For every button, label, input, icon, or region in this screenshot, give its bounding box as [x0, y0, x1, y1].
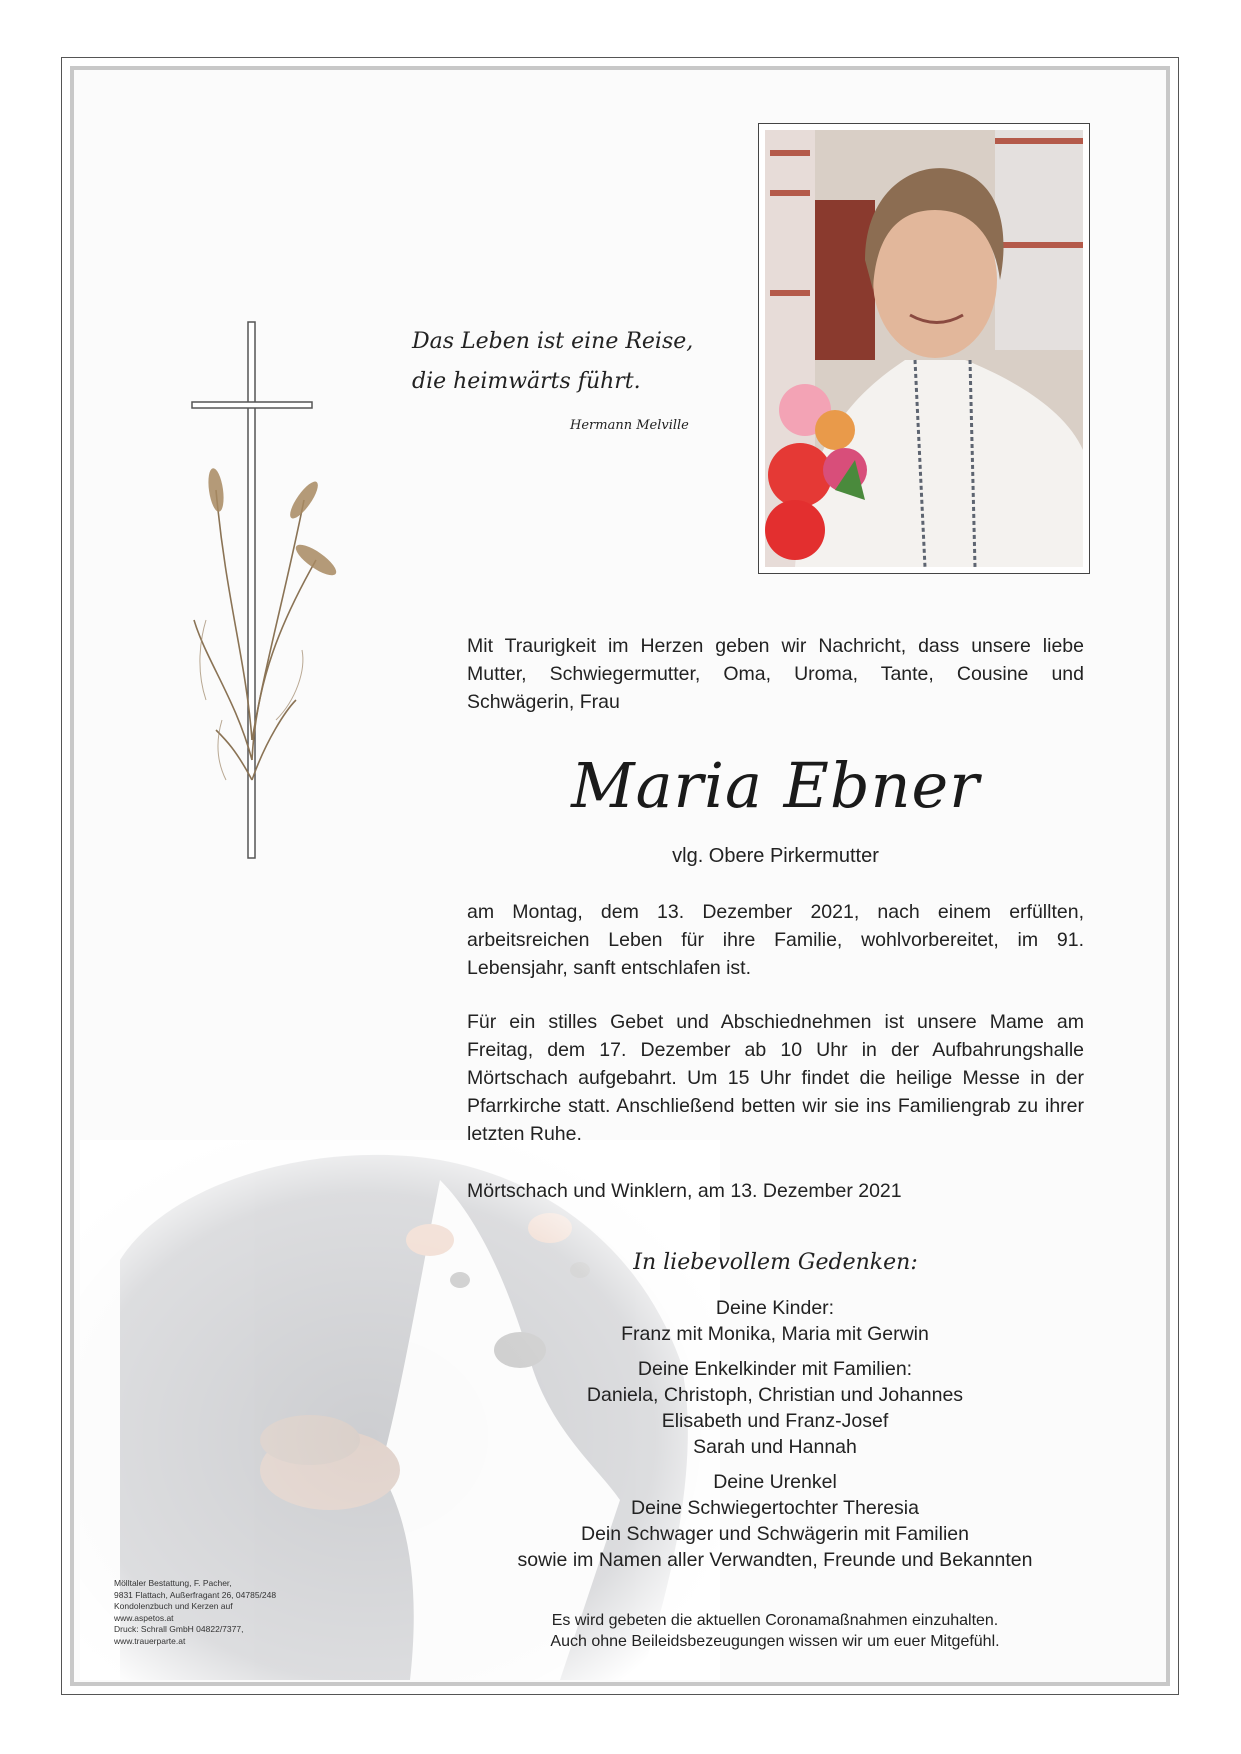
kinder-names: Franz mit Monika, Maria mit Gerwin: [621, 1323, 929, 1345]
mourners-others: [470, 1469, 1080, 1573]
ceremony-text: Für ein stilles Gebet und Abschiednehmen ist unsere Mame am Freitag, dem 17. Dezember ab 10 Uhr in der Aufbahrungshalle Mörtschach aufgebahrt. Um 15 Uhr findet die heilige Messe in der Pfarrkirche statt. Anschließend betten wir sie ins Familiengrab zu ihrer letzten Ruhe.: [467, 1011, 1084, 1145]
imprint-line: Kondolenzbuch und Kerzen auf: [114, 1601, 233, 1611]
footer-line-2: Auch ohne Beileidsbezeugungen wissen wir um euer Mitgefühl.: [550, 1633, 1000, 1650]
death-text: am Montag, dem 13. Dezember 2021, nach einem erfüllten, arbeitsreichen Leben für ihre Familie, wohlvorbereitet, im 91. Lebensjahr, sanft entschlafen ist.: [467, 901, 1084, 979]
mourners-enkel: [470, 1356, 1080, 1460]
enkel-names-3: Sarah und Hannah: [693, 1436, 857, 1458]
place-date: Mörtschach und Winklern, am 13. Dezember 2021: [467, 1180, 902, 1202]
deceased-alias: vlg. Obere Pirkermutter: [672, 845, 879, 867]
schwiegertochter: Deine Schwiegertochter Theresia: [631, 1497, 919, 1519]
quote-author: Hermann Melville: [570, 418, 689, 433]
enkel-names-1: Daniela, Christoph, Christian und Johannes: [586, 1384, 964, 1406]
kinder-title: Deine Kinder:: [715, 1297, 835, 1319]
gedenken-heading: In liebevollem Gedenken:: [633, 1250, 918, 1275]
quote-line-1: Das Leben ist eine Reise,: [412, 329, 694, 354]
urenkel: Deine Urenkel: [713, 1471, 837, 1493]
enkel-names-2: Elisabeth und Franz-Josef: [661, 1410, 889, 1432]
enkel-title: Deine Enkelkinder mit Familien:: [637, 1358, 913, 1380]
verwandte: sowie im Namen aller Verwandten, Freunde und Bekannten: [517, 1549, 1033, 1571]
mourners-kinder: [470, 1295, 1080, 1347]
footer-note: [470, 1610, 1080, 1652]
quote-line-2: die heimwärts führt.: [412, 369, 641, 394]
imprint-line: Mölltaler Bestattung, F. Pacher,: [114, 1578, 232, 1588]
imprint-line: Druck: Schrall GmbH 04822/7377,: [114, 1624, 244, 1634]
schwager: Dein Schwager und Schwägerin mit Familien: [580, 1523, 969, 1545]
portrait-photo: [765, 130, 1083, 567]
deceased-name: Maria Ebner: [571, 749, 980, 822]
imprint-link[interactable]: www.trauerparte.at: [114, 1635, 186, 1646]
intro-text: Mit Traurigkeit im Herzen geben wir Nachricht, dass unsere liebe Mutter, Schwiegermutter, Oma, Uroma, Tante, Cousine und Schwägerin, Frau: [467, 635, 1084, 713]
quote: [412, 322, 712, 402]
footer-line-1: Es wird gebeten die aktuellen Coronamaßnahmen einzuhalten.: [551, 1612, 999, 1629]
imprint: [114, 1578, 334, 1647]
imprint-link[interactable]: www.aspetos.at: [114, 1612, 174, 1623]
imprint-line: 9831 Flattach, Außerfragant 26, 04785/248: [114, 1589, 277, 1600]
cross-with-wheat-icon: [186, 320, 356, 860]
